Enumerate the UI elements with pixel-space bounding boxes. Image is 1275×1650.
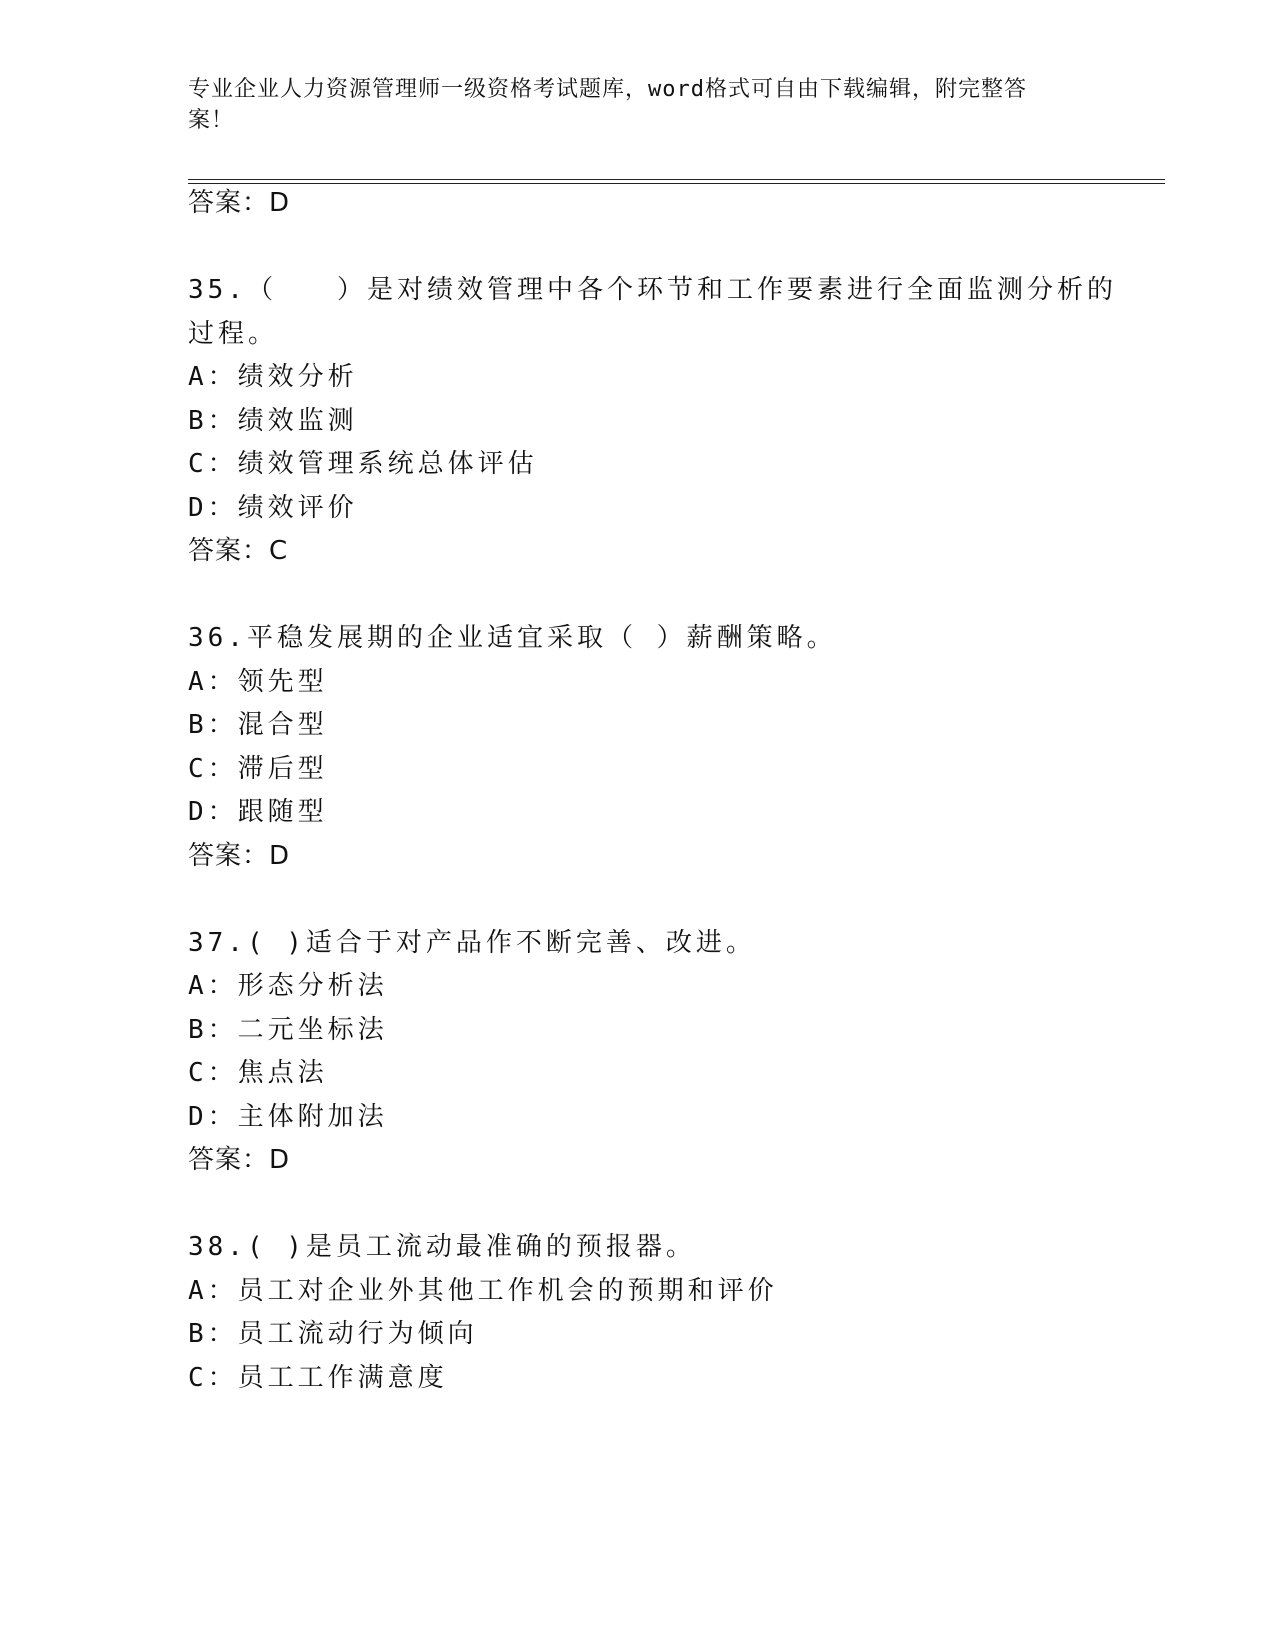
question-36-answer: 答案：D bbox=[188, 841, 291, 871]
answer-line: 答案：D bbox=[188, 188, 291, 218]
question-36-stem: 36.平稳发展期的企业适宜采取（ ）薪酬策略。 bbox=[188, 623, 837, 653]
question-37-option-c: C：焦点法 bbox=[188, 1058, 328, 1088]
question-38-option-b: B：员工流动行为倾向 bbox=[188, 1319, 478, 1349]
question-35-option-c: C：绩效管理系统总体评估 bbox=[188, 449, 538, 479]
question-36-option-a: A：领先型 bbox=[188, 667, 328, 697]
question-35-option-a: A：绩效分析 bbox=[188, 362, 358, 392]
header-double-rule bbox=[188, 179, 1165, 184]
question-36-option-b: B：混合型 bbox=[188, 710, 328, 740]
question-35-option-d: D：绩效评价 bbox=[188, 493, 358, 523]
question-35-stem: 35.（ ）是对绩效管理中各个环节和工作要素进行全面监测分析的 bbox=[188, 275, 1117, 305]
question-36-option-c: C：滞后型 bbox=[188, 754, 328, 784]
question-38-option-a: A：员工对企业外其他工作机会的预期和评价 bbox=[188, 1276, 778, 1306]
question-38-option-c: C：员工工作满意度 bbox=[188, 1363, 448, 1393]
page-header: 专业企业人力资源管理师一级资格考试题库，word格式可自由下载编辑，附完整答案！ bbox=[188, 77, 1027, 133]
question-37-stem: 37.( )适合于对产品作不断完善、改进。 bbox=[188, 928, 756, 958]
question-35-answer: 答案：C bbox=[188, 536, 289, 566]
question-35-stem-cont: 过程。 bbox=[188, 319, 279, 349]
question-37-answer: 答案：D bbox=[188, 1145, 291, 1175]
question-36-option-d: D：跟随型 bbox=[188, 797, 328, 827]
question-37-option-b: B：二元坐标法 bbox=[188, 1015, 388, 1045]
question-38-stem: 38.( )是员工流动最准确的预报器。 bbox=[188, 1232, 696, 1262]
question-37-option-d: D：主体附加法 bbox=[188, 1102, 388, 1132]
question-35-option-b: B：绩效监测 bbox=[188, 406, 358, 436]
question-37-option-a: A：形态分析法 bbox=[188, 971, 388, 1001]
